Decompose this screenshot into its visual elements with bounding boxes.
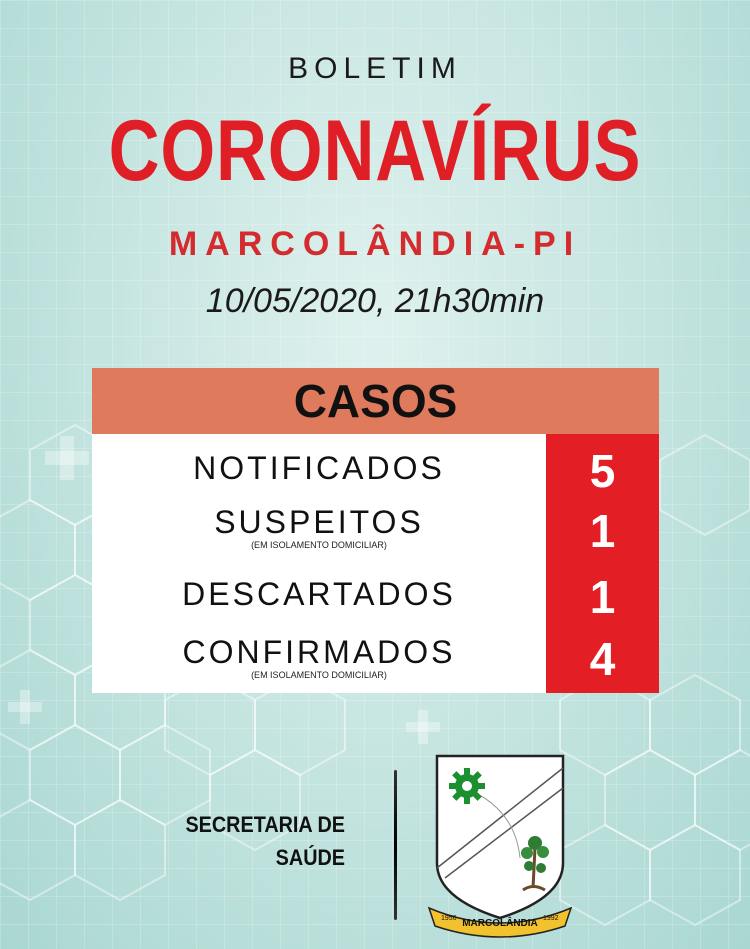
row-value-suspeitos: 1 xyxy=(589,505,616,557)
table-row xyxy=(92,628,659,692)
divider xyxy=(394,770,397,920)
row-note-confirmados: (EM ISOLAMENTO DOMICILIAR) xyxy=(251,670,387,680)
table-row xyxy=(92,500,659,564)
row-value-descartados: 1 xyxy=(589,571,616,623)
table-row xyxy=(92,566,659,630)
row-note-suspeitos: (EM ISOLAMENTO DOMICILIAR) xyxy=(251,540,387,550)
gear-icon xyxy=(449,768,485,804)
cases-heading: CASOS xyxy=(92,368,659,434)
cases-body xyxy=(92,434,659,693)
department-line-1: SECRETARIA DE xyxy=(185,812,345,837)
department-name xyxy=(179,808,346,874)
row-value-notificados: 5 xyxy=(589,445,616,497)
row-label-suspeitos: SUSPEITOS xyxy=(214,504,424,540)
bulletin-date: 10/05/2020, 21h30min xyxy=(205,282,545,320)
row-value-confirmados: 4 xyxy=(589,633,616,685)
city-name: MARCOLÂNDIA-PI xyxy=(168,225,582,263)
department-line-2: SAÚDE xyxy=(275,845,345,870)
bulletin-label: BOLETIM xyxy=(288,52,462,85)
row-label-notificados: NOTIFICADOS xyxy=(193,450,445,486)
row-label-descartados: DESCARTADOS xyxy=(182,576,456,612)
table-row xyxy=(92,440,659,504)
crest-year-right: 1992 xyxy=(543,915,559,922)
page-title: CORONAVÍRUS xyxy=(108,103,642,199)
crest-emblem xyxy=(425,748,575,938)
crest-ribbon-text: MARCOLÂNDIA xyxy=(462,918,538,929)
crest-year-left: 1956 xyxy=(441,915,457,922)
cases-table xyxy=(92,368,659,693)
row-label-confirmados: CONFIRMADOS xyxy=(182,634,456,670)
